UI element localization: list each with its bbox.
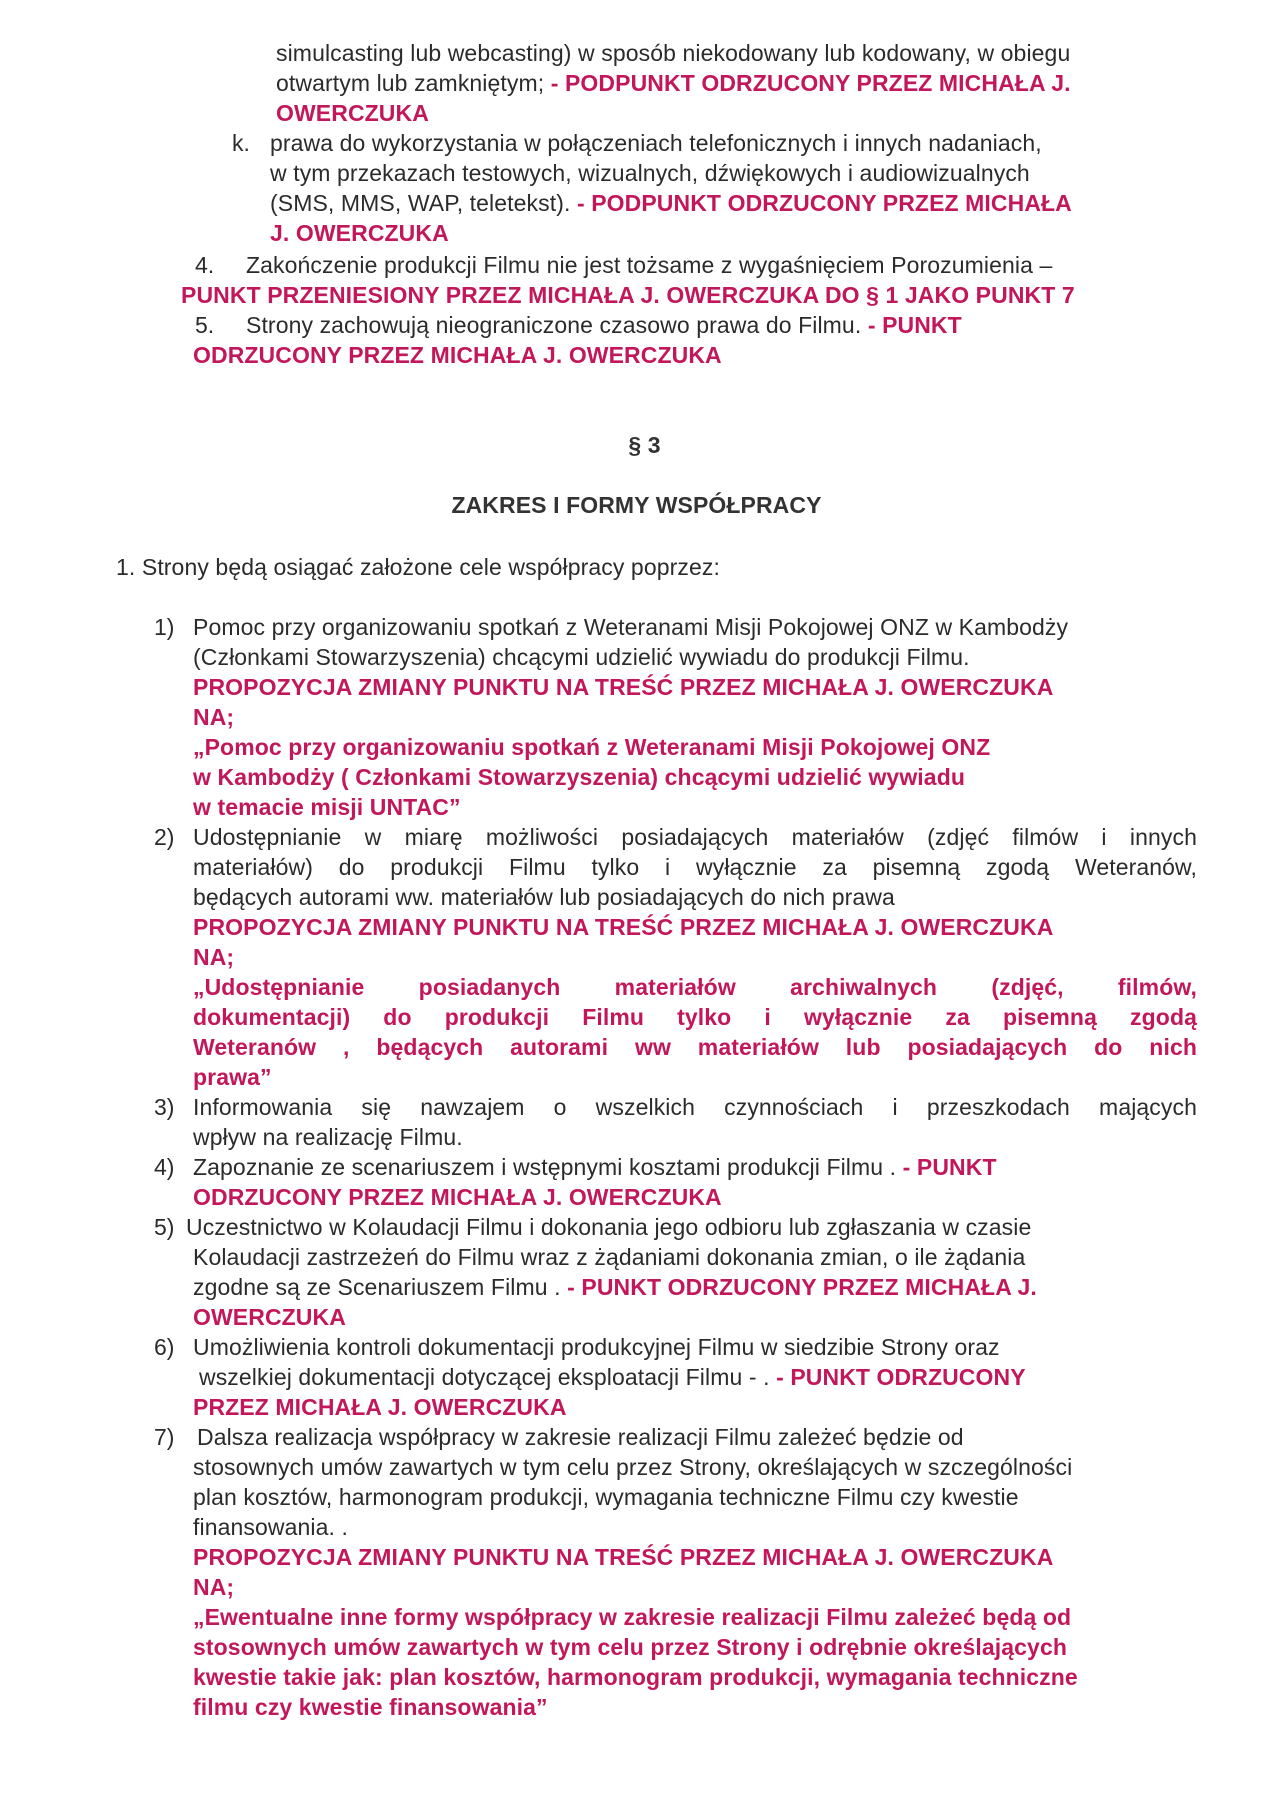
- change-proposal: PROPOZYCJA ZMIANY PUNKTU NA TREŚĆ PRZEZ MICHAŁA J. OWERCZUKA: [193, 914, 1054, 940]
- item-marker: 1): [154, 614, 175, 640]
- p6-line-2: wszelkiej dokumentacji dotyczącej eksploatacji Filmu - . - PUNKT ODRZUCONY: [199, 1364, 1026, 1390]
- item-marker: k.: [232, 130, 250, 156]
- rejection-note: OWERCZUKA: [276, 100, 429, 126]
- proposed-text: w Kambodży ( Członkami Stowarzyszenia) chcącymi udzielić wywiadu: [193, 764, 965, 790]
- relocation-note: PUNKT PRZENIESIONY PRZEZ MICHAŁA J. OWERCZUKA DO § 1 JAKO PUNKT 7: [181, 282, 1075, 308]
- item-marker: 6): [154, 1334, 175, 1360]
- proposed-text: filmu czy kwestie finansowania”: [193, 1694, 548, 1720]
- rejection-note: J. OWERCZUKA: [270, 220, 449, 246]
- p7-line-4: finansowania. .: [193, 1514, 348, 1540]
- item-marker: 2): [154, 824, 175, 850]
- proposed-text: „Ewentualne inne formy współpracy w zakresie realizacji Filmu zależeć będą od: [193, 1604, 1072, 1630]
- intro-text: 1. Strony będą osiągać założone cele współpracy poprzez:: [116, 554, 720, 580]
- rejection-note: - PODPUNKT ODRZUCONY PRZEZ MICHAŁA J.: [544, 70, 1071, 96]
- p2-line-3: będących autorami ww. materiałów lub posiadających do nich prawa: [193, 884, 895, 910]
- p7-line-2: stosownych umów zawartych w tym celu przez Strony, określających w szczególności: [193, 1454, 1073, 1480]
- proposed-text: Weteranów , będących autorami ww materiałów lub posiadających do nich: [193, 1034, 1197, 1060]
- item-marker: 5): [154, 1214, 175, 1240]
- p1-line-1: Pomoc przy organizowaniu spotkań z Weteranami Misji Pokojowej ONZ w Kambodży: [193, 614, 1069, 640]
- p5-line-3: zgodne są ze Scenariuszem Filmu . - PUNKT ODRZUCONY PRZEZ MICHAŁA J.: [193, 1274, 1037, 1300]
- point-k-line-1: prawa do wykorzystania w połączeniach telefonicznych i innych nadaniach,: [270, 130, 1042, 156]
- point-j-continuation-line-1: simulcasting lub webcasting) w sposób niekodowany lub kodowany, w obiegu: [276, 40, 1071, 66]
- point-5-text: Strony zachowują nieograniczone czasowo prawa do Filmu. - PUNKT: [246, 312, 962, 338]
- point-4-text: Zakończenie produkcji Filmu nie jest tożsame z wygaśnięciem Porozumienia –: [246, 252, 1053, 278]
- p5-line-1: Uczestnictwo w Kolaudacji Filmu i dokonania jego odbioru lub zgłaszania w czasie: [186, 1214, 1032, 1240]
- p6-line-1: Umożliwienia kontroli dokumentacji produkcyjnej Filmu w siedzibie Strony oraz: [193, 1334, 1000, 1360]
- p5-line-2: Kolaudacji zastrzeżeń do Filmu wraz z żądaniami dokonania zmian, o ile żądania: [193, 1244, 1026, 1270]
- p2-line-1: Udostępnianie w miarę możliwości posiadających materiałów (zdjęć filmów i innych: [193, 824, 1197, 850]
- point-k-line-3: (SMS, MMS, WAP, teletekst). - PODPUNKT ODRZUCONY PRZEZ MICHAŁA: [270, 190, 1072, 216]
- rejection-note: - PUNKT ODRZUCONY PRZEZ MICHAŁA J.: [560, 1274, 1037, 1300]
- rejection-note: - PUNKT: [861, 312, 962, 338]
- proposed-text: „Pomoc przy organizowaniu spotkań z Weteranami Misji Pokojowej ONZ: [193, 734, 991, 760]
- item-marker: 4): [154, 1154, 175, 1180]
- point-k-line-2: w tym przekazach testowych, wizualnych, dźwiękowych i audiowizualnych: [270, 160, 1030, 186]
- proposed-text: kwestie takie jak: plan kosztów, harmonogram produkcji, wymagania techniczne: [193, 1664, 1078, 1690]
- item-marker: 3): [154, 1094, 175, 1120]
- change-proposal: PROPOZYCJA ZMIANY PUNKTU NA TREŚĆ PRZEZ MICHAŁA J. OWERCZUKA: [193, 674, 1054, 700]
- section-title: ZAKRES I FORMY WSPÓŁPRACY: [451, 492, 822, 518]
- rejection-note: ODRZUCONY PRZEZ MICHAŁA J. OWERCZUKA: [193, 1184, 722, 1210]
- p1-line-2: (Członkami Stowarzyszenia) chcącymi udzielić wywiadu do produkcji Filmu.: [193, 644, 970, 670]
- rejection-note: - PODPUNKT ODRZUCONY PRZEZ MICHAŁA: [570, 190, 1072, 216]
- p7-line-1: Dalsza realizacja współpracy w zakresie realizacji Filmu zależeć będzie od: [197, 1424, 964, 1450]
- p4-line-1: Zapoznanie ze scenariuszem i wstępnymi kosztami produkcji Filmu . - PUNKT: [193, 1154, 997, 1180]
- rejection-note: ODRZUCONY PRZEZ MICHAŁA J. OWERCZUKA: [193, 342, 722, 368]
- rejection-note: PRZEZ MICHAŁA J. OWERCZUKA: [193, 1394, 567, 1420]
- point-j-continuation-line-2: otwartym lub zamkniętym; - PODPUNKT ODRZUCONY PRZEZ MICHAŁA J.: [276, 70, 1071, 96]
- change-proposal: NA;: [193, 704, 235, 730]
- rejection-note: OWERCZUKA: [193, 1304, 346, 1330]
- item-marker: 5.: [195, 312, 215, 338]
- p3-line-1: Informowania się nawzajem o wszelkich czynnościach i przeszkodach mających: [193, 1094, 1197, 1120]
- item-marker: 4.: [195, 252, 215, 278]
- rejection-note: - PUNKT: [896, 1154, 997, 1180]
- proposed-text: prawa”: [193, 1064, 272, 1090]
- p7-line-3: plan kosztów, harmonogram produkcji, wymagania techniczne Filmu czy kwestie: [193, 1484, 1019, 1510]
- proposed-text: dokumentacji) do produkcji Filmu tylko i wyłącznie za pisemną zgodą: [193, 1004, 1197, 1030]
- proposed-text: stosownych umów zawartych w tym celu przez Strony i odrębnie określających: [193, 1634, 1067, 1660]
- p3-line-2: wpływ na realizację Filmu.: [193, 1124, 463, 1150]
- item-marker: 7): [154, 1424, 175, 1450]
- section-number: § 3: [628, 432, 661, 458]
- change-proposal: PROPOZYCJA ZMIANY PUNKTU NA TREŚĆ PRZEZ MICHAŁA J. OWERCZUKA: [193, 1544, 1054, 1570]
- proposed-text: w temacie misji UNTAC”: [193, 794, 461, 820]
- proposed-text: „Udostępnianie posiadanych materiałów archiwalnych (zdjęć, filmów,: [193, 974, 1197, 1000]
- change-proposal: NA;: [193, 944, 235, 970]
- change-proposal: NA;: [193, 1574, 235, 1600]
- p2-line-2: materiałów) do produkcji Filmu tylko i wyłącznie za pisemną zgodą Weteranów,: [193, 854, 1197, 880]
- rejection-note: - PUNKT ODRZUCONY: [769, 1364, 1026, 1390]
